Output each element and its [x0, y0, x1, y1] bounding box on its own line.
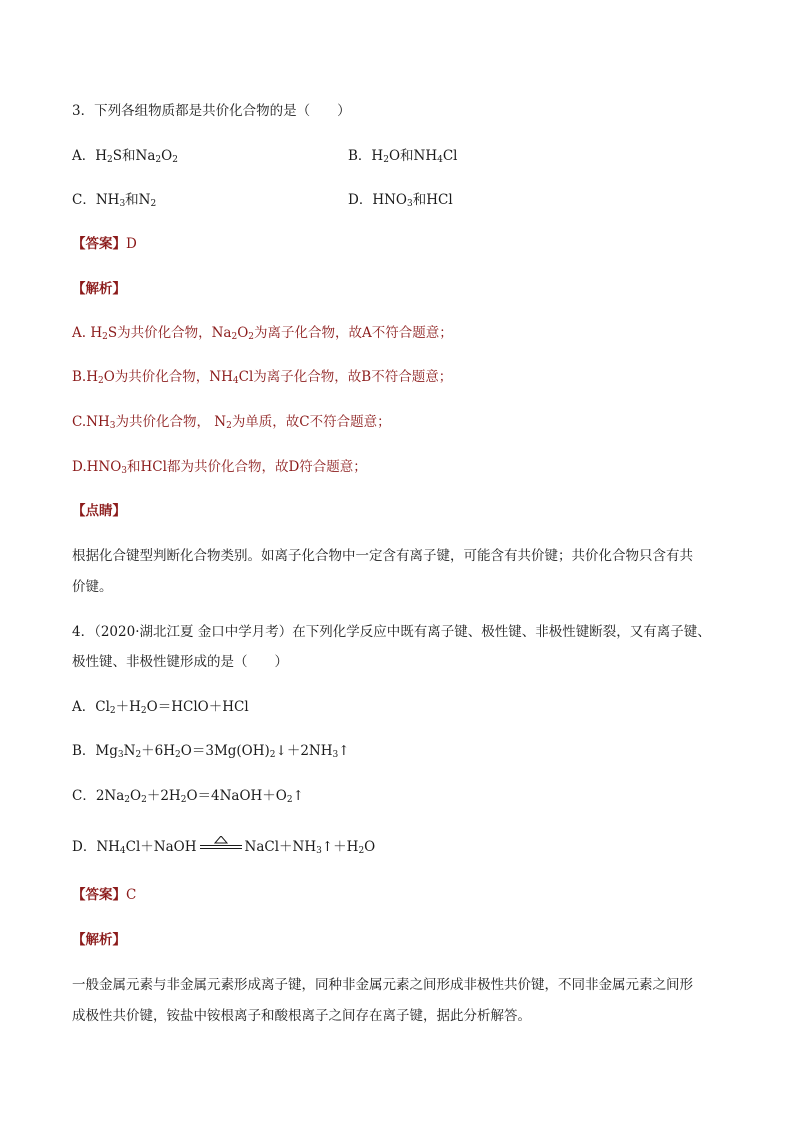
q3-point-line-2: 价键。 — [72, 579, 113, 595]
q4-option-a: A．$Cl_2+H_2O=HClO+HCl$ — [72, 699, 249, 716]
q3-option-b: B．$H_2O$和$NH_4Cl$ — [348, 148, 458, 165]
q3-option-c: C．$NH_3$和$N_2$ — [72, 192, 157, 209]
q3-point-tag: 【点睛】 — [72, 503, 126, 519]
heating-condition-icon — [200, 838, 242, 852]
q4-stem-line-2: 极性键、非极性键形成的是（ ） — [72, 654, 288, 670]
q3-stem: 3．下列各组物质都是共价化合物的是（ ） — [72, 103, 351, 119]
q4-analysis-tag: 【解析】 — [72, 932, 126, 948]
q3-analysis-tag: 【解析】 — [72, 281, 126, 297]
q3-analysis-b: $B.H_2O$为共价化合物，$NH_4Cl$为离子化合物，故B不符合题意； — [72, 369, 453, 386]
q3-answer — [72, 235, 137, 253]
q3-analysis-c: $C.NH_3$为共价化合物， $N_2$为单质，故C不符合题意； — [72, 414, 391, 431]
q4-analysis-line-2: 成极性共价键，铵盐中铵根离子和酸根离子之间存在离子键，据此分析解答。 — [72, 1008, 531, 1024]
q4-stem-line-1: 4．（2020·湖北江夏 金口中学月考）在下列化学反应中既有离子键、极性键、非极性键断裂，又有离子键、 — [72, 624, 711, 640]
q4-option-c: C．$2Na_2O_2+2H_2O=4NaOH+O_2↑$ — [72, 788, 304, 805]
answer-tag: 【答案】 — [72, 887, 126, 903]
q3-point-line-1: 根据化合键型判断化合物类别。如离子化合物中一定含有离子键，可能含有共价键；共价化合物只含有共 — [72, 548, 693, 564]
q4-analysis-line-1: 一般金属元素与非金属元素形成离子键，同种非金属元素之间形成非极性共价键，不同非金属元素之间形 — [72, 977, 693, 993]
answer-tag: 【答案】 — [72, 236, 126, 252]
q3-option-a: A．$H_2S$和$Na_2O_2$ — [72, 148, 178, 165]
q3-option-d: D．$HNO_3$和HCl — [348, 192, 453, 209]
q3-analysis-a: A. $H_2S$为共价化合物，$Na_2O_2$为离子化合物，故A不符合题意； — [72, 325, 453, 342]
q3-analysis-d: $D.HNO_3$和HCl都为共价化合物，故D符合题意； — [72, 459, 367, 476]
q4-option-b: B．$Mg_3N_2+6H_2O=3Mg(OH)_2↓+2NH_3↑$ — [72, 743, 350, 760]
answer-value: C — [126, 887, 137, 903]
answer-value: D — [126, 236, 137, 252]
q4-answer — [72, 886, 136, 904]
q4-option-d: D．$NH_4Cl+NaOH$ $NaCl+NH_3↑+H_2O$ — [72, 838, 375, 856]
